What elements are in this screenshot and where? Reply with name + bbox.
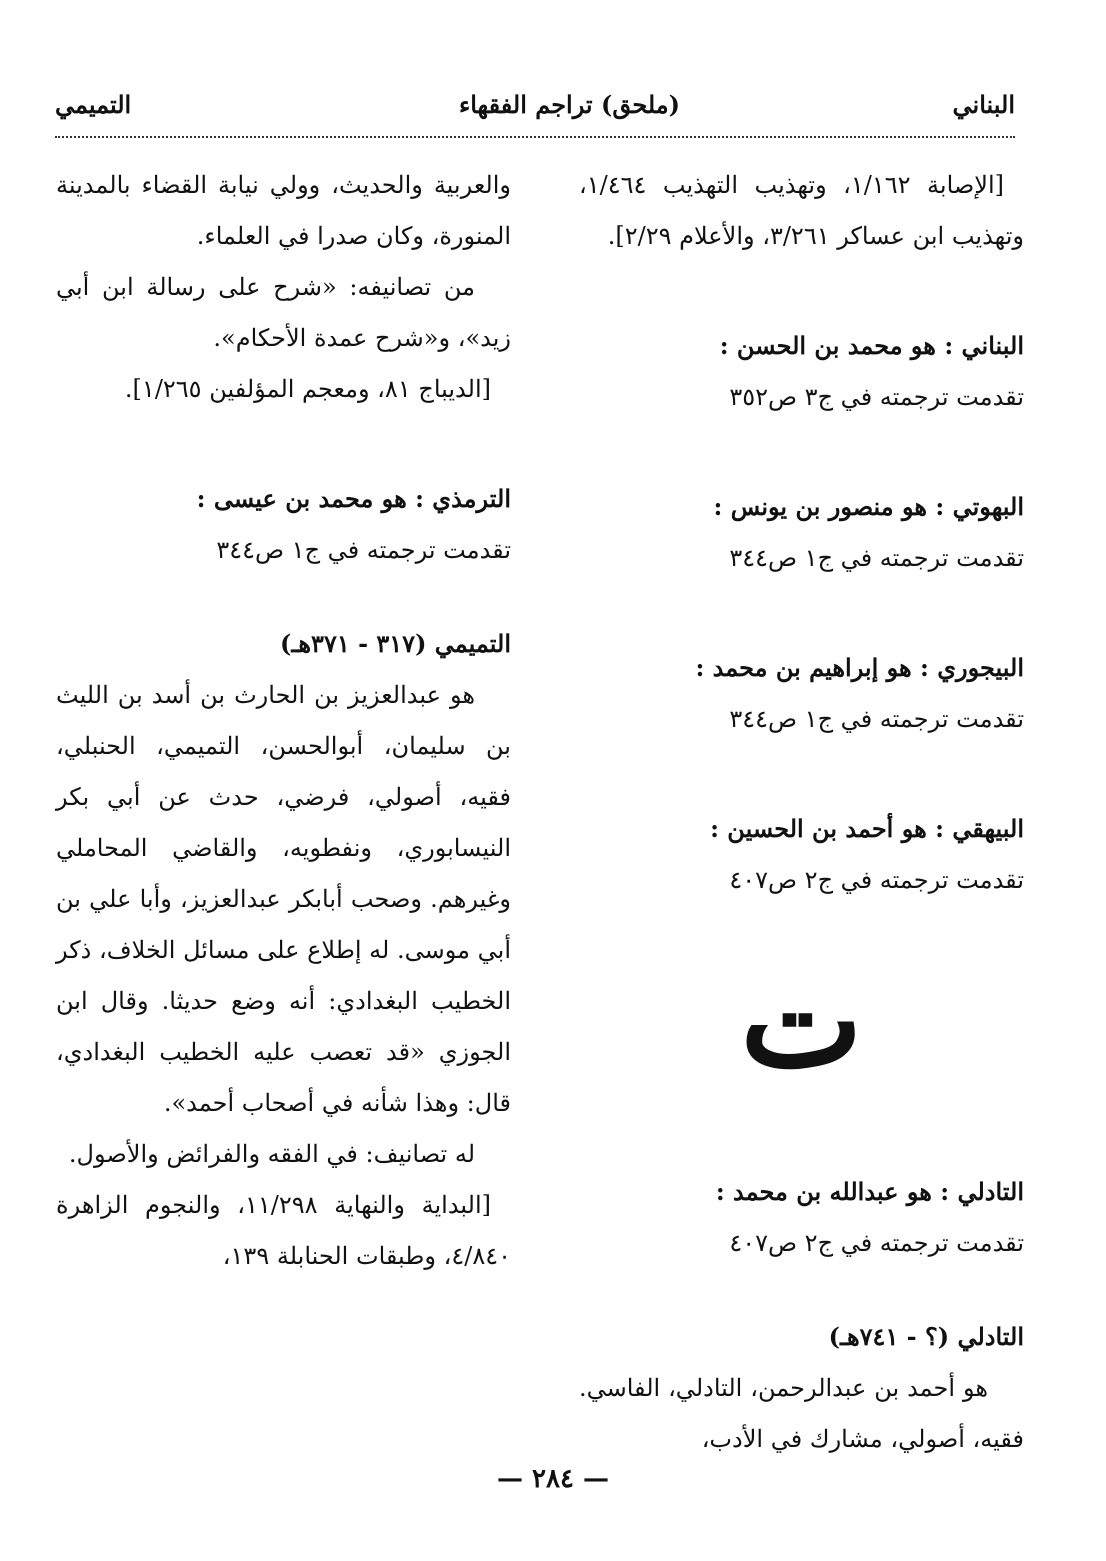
header-title: (ملحق) تراجم الفقهاء xyxy=(458,90,680,119)
entry-works: من تصانيفه: «شرح على رسالة ابن أبي زيد»، و«شرح عمدة الأحكام». xyxy=(56,273,511,352)
entry-heading: التادلي (؟ - ٧٤١هـ) xyxy=(828,1322,1024,1351)
header-left-entry: التميمي xyxy=(55,90,132,119)
entry-heading: البناني : هو محمد بن الحسن : xyxy=(719,331,1024,360)
header-right-entry: البناني xyxy=(952,90,1015,119)
reference-text: [البداية والنهاية ١١/٢٩٨، والنجوم الزاهرة ٤/٨٤٠، وطبقات الحنابلة ١٣٩، xyxy=(56,1191,511,1270)
entry-heading: التادلي : هو عبدالله بن محمد : xyxy=(715,1177,1024,1206)
entry-body: هو أحمد بن عبدالرحمن، التادلي، الفاسي. فقيه، أصولي، مشارك في الأدب، xyxy=(579,1374,1024,1453)
cross-reference: تقدمت ترجمته في ج٣ ص٣٥٢ xyxy=(729,383,1024,411)
entry-heading: البهوتي : هو منصور بن يونس : xyxy=(713,492,1024,521)
page-number: — ٢٨٤ — xyxy=(496,1464,610,1494)
cross-reference: تقدمت ترجمته في ج١ ص٣٤٤ xyxy=(729,705,1024,733)
entry-body: هو عبدالعزيز بن الحارث بن أسد بن الليث بن سليمان، أبوالحسن، التميمي، الحنبلي، فقيه، أصولي، فرضي، حدث عن أبي بكر النيسابوري، ونفطويه، والقاضي المحاملي وغيرهم. وصحب أبابكر عبدالعزيز، وأبا علي بن أبي موسى. له إطلاع على مسائل الخلاف، ذكر الخطيب البغدادي: أنه وضع حديثا. وقال ابن الجوزي «قد تعصب عليه الخطيب البغدادي، قال: وهذا شأنه في أصحاب أحمد». xyxy=(56,681,511,1117)
cross-reference: تقدمت ترجمته في ج٢ ص٤٠٧ xyxy=(729,1229,1024,1257)
entry-heading: البيهقي : هو أحمد بن الحسين : xyxy=(710,814,1024,843)
cross-reference: تقدمت ترجمته في ج٢ ص٤٠٧ xyxy=(729,866,1024,894)
entry-body: والعربية والحديث، وولي نيابة القضاء بالمدينة المنورة، وكان صدرا في العلماء. xyxy=(56,171,511,250)
right-column xyxy=(579,160,1024,1465)
entry-heading: التميمي (٣١٧ - ٣٧١هـ) xyxy=(280,629,511,658)
cross-reference: تقدمت ترجمته في ج١ ص٣٤٤ xyxy=(729,544,1024,572)
left-column xyxy=(56,160,511,1282)
entry-works: له تصانيف: في الفقه والفرائض والأصول. xyxy=(68,1140,475,1168)
reference-text: [الديباج ٨١، ومعجم المؤلفين ١/٢٦٥]. xyxy=(124,375,491,403)
header-divider xyxy=(55,136,1015,138)
running-header xyxy=(55,80,1015,130)
cross-reference: تقدمت ترجمته في ج١ ص٣٤٤ xyxy=(216,536,511,564)
reference-text: [الإصابة ١/١٦٢، وتهذيب التهذيب ١/٤٦٤، وتهذيب ابن عساكر ٣/٢٦١، والأعلام ٢/٢٩]. xyxy=(579,171,1024,250)
entry-heading: الترمذي : هو محمد بن عيسى : xyxy=(196,484,511,513)
entry-heading: البيجوري : هو إبراهيم بن محمد : xyxy=(695,653,1024,682)
section-letter: ت xyxy=(740,944,863,1097)
